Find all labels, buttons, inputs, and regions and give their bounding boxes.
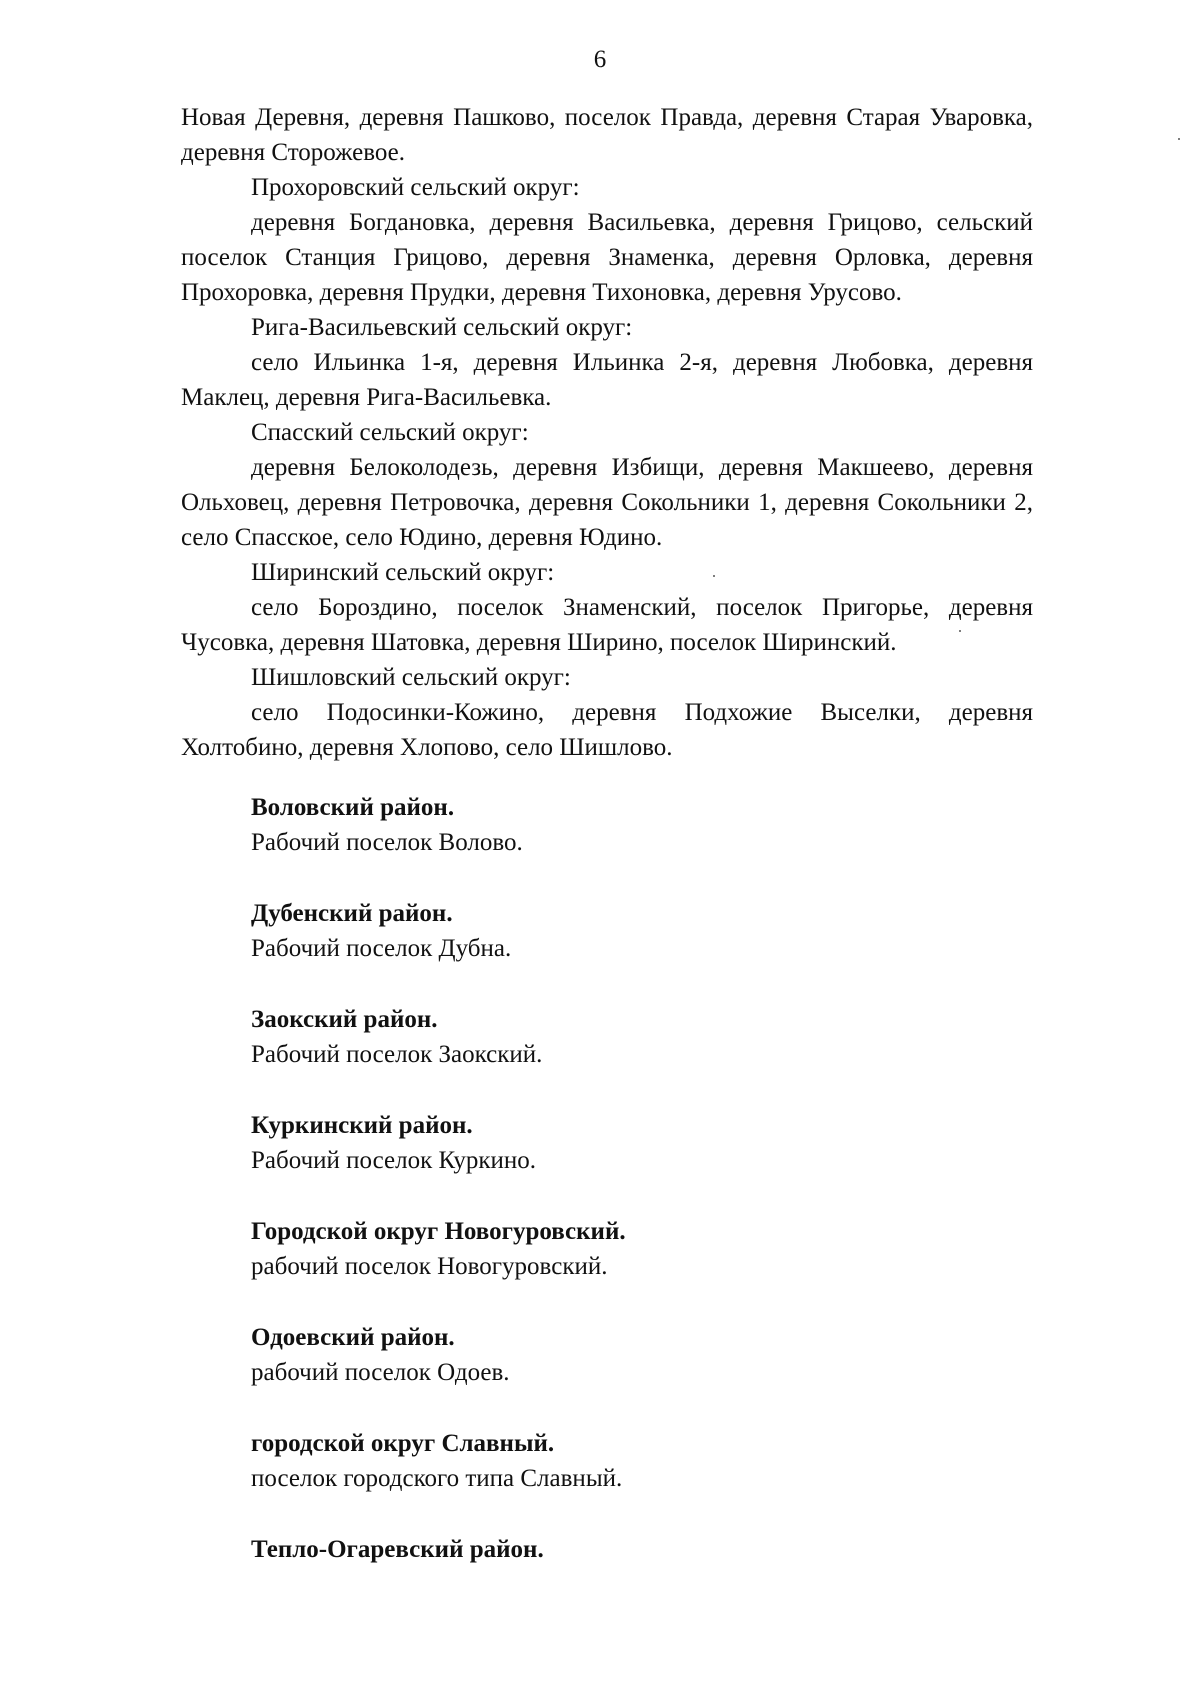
district-section-heading: Прохоровский сельский округ:: [251, 174, 580, 201]
district-name: Воловский район.: [251, 794, 455, 821]
scan-speck: [713, 575, 715, 577]
scan-speck: [959, 630, 961, 632]
district-name: городской округ Славный.: [251, 1430, 555, 1457]
district-settlement: Рабочий поселок Волово.: [251, 829, 523, 856]
paragraph: деревня Белоколодезь, деревня Избищи, деревня Макшеево, деревня Ольховец, деревня Петровочка, деревня Сокольники 1, деревня Сокольники 2, село Спасское, село Юдино, деревня Юдино.: [181, 454, 1033, 551]
district-settlement: Рабочий поселок Куркино.: [251, 1147, 536, 1174]
page-number: 6: [593, 46, 607, 73]
district-name: Одоевский район.: [251, 1324, 455, 1351]
district-entry: [251, 790, 1031, 860]
district-section-heading: Спасский сельский округ:: [251, 419, 529, 446]
district-entry: [251, 1214, 1031, 1284]
district-settlement: Рабочий поселок Заокский.: [251, 1041, 543, 1068]
district-entry: [251, 896, 1031, 966]
district-entry: [251, 1320, 1031, 1390]
district-settlement: рабочий поселок Одоев.: [251, 1359, 510, 1386]
paragraph: деревня Богдановка, деревня Васильевка, деревня Грицово, сельский поселок Станция Грицово, деревня Знаменка, деревня Орловка, деревня Прохоровка, деревня Прудки, деревня Тихоновка, деревня Урусово.: [181, 209, 1033, 306]
district-name: Дубенский район.: [251, 900, 453, 927]
district-name: Тепло-Огаревский район.: [251, 1536, 544, 1563]
paragraph: село Подосинки-Кожино, деревня Подхожие Выселки, деревня Холтобино, деревня Хлопово, село Шишлово.: [181, 699, 1033, 761]
district-section-heading: Рига-Васильевский сельский округ:: [251, 314, 633, 341]
paragraph: Новая Деревня, деревня Пашково, поселок Правда, деревня Старая Уваровка, деревня Сторожевое.: [181, 104, 1033, 166]
body-text: [181, 100, 1033, 765]
district-settlement: Рабочий поселок Дубна.: [251, 935, 512, 962]
district-name: Куркинский район.: [251, 1112, 473, 1139]
district-section-heading: Ширинский сельский округ:: [251, 559, 555, 586]
district-entry: [251, 1426, 1031, 1496]
district-list: [251, 790, 1031, 1603]
district-settlement: рабочий поселок Новогуровский.: [251, 1253, 608, 1280]
district-entry: [251, 1532, 1031, 1567]
district-entry: [251, 1002, 1031, 1072]
district-name: Городской округ Новогуровский.: [251, 1218, 626, 1245]
scan-speck: [1178, 138, 1180, 140]
paragraph: село Ильинка 1-я, деревня Ильинка 2-я, деревня Любовка, деревня Маклец, деревня Рига-Васильевка.: [181, 349, 1033, 411]
district-section-heading: Шишловский сельский округ:: [251, 664, 571, 691]
paragraph: село Бороздино, поселок Знаменский, поселок Пригорье, деревня Чусовка, деревня Шатовка, деревня Ширино, поселок Ширинский.: [181, 594, 1033, 656]
district-settlement: поселок городского типа Славный.: [251, 1465, 623, 1492]
district-name: Заокский район.: [251, 1006, 438, 1033]
district-entry: [251, 1108, 1031, 1178]
